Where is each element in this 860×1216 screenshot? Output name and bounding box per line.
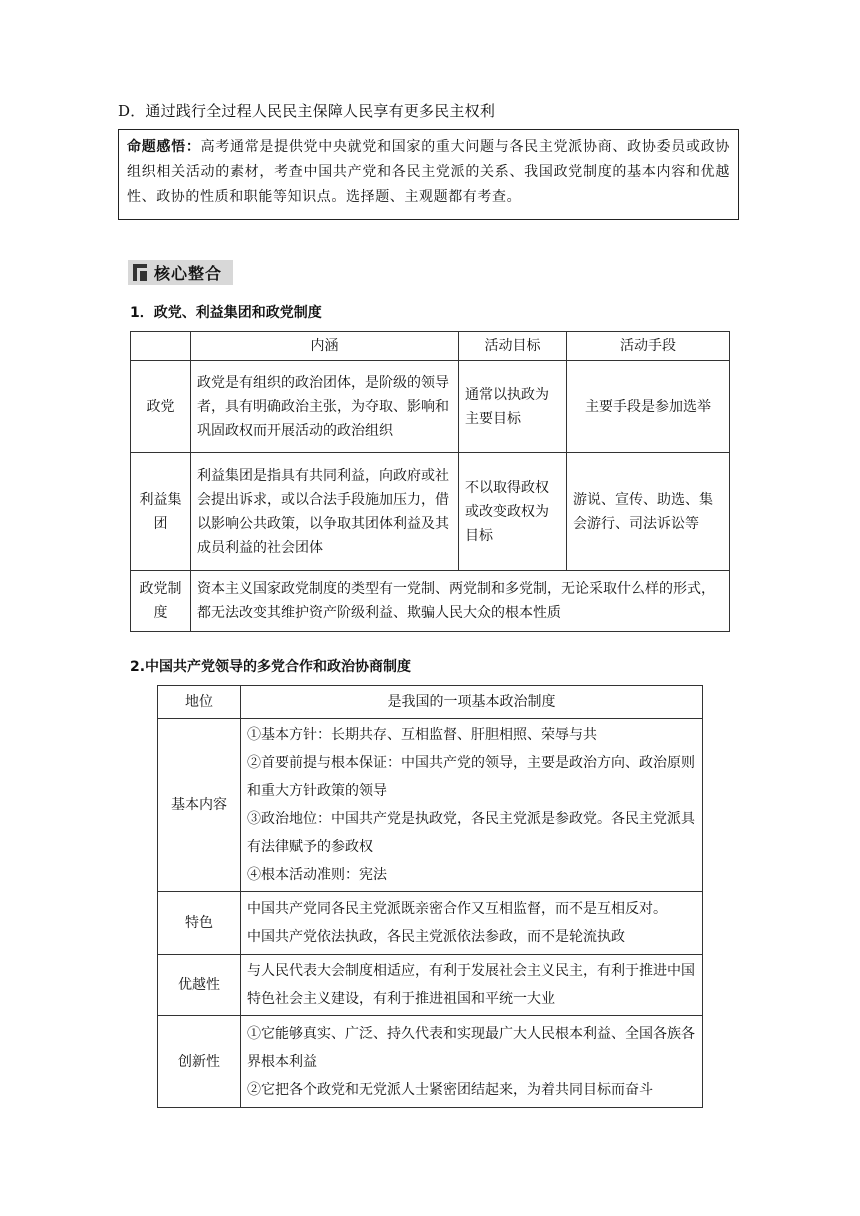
content-item: ①基本方针：长期共存、互相监督、肝胆相照、荣辱与共 (247, 727, 597, 743)
row-system-text: 资本主义国家政党制度的类型有一党制、两党制和多党制，无论采取什么样的形式，都无法改变其维护资产阶级利益、欺骗人民大众的根本性质 (191, 571, 730, 632)
table-row (158, 719, 703, 892)
row-means: 游说、宣传、助选、集会游行、司法诉讼等 (567, 453, 730, 571)
status-label: 地位 (158, 686, 241, 719)
table-row (131, 453, 730, 571)
row-goal: 通常以执政为主要目标 (459, 361, 567, 453)
section1-title: 1．政党、利益集团和政党制度 (130, 305, 322, 321)
row-label: 政党 (131, 361, 191, 453)
header-cell: 活动手段 (567, 332, 730, 361)
note-box (118, 129, 739, 220)
row-goal: 不以取得政权或改变政权为目标 (459, 453, 567, 571)
superiority-label: 优越性 (158, 955, 241, 1016)
option-d: D．通过践行全过程人民民主保障人民享有更多民主权利 (118, 102, 496, 120)
content-item: ②首要前提与根本保证：中国共产党的领导，主要是政治方向、政治原则和重大方针政策的领导 (247, 755, 695, 799)
table-header-row (131, 332, 730, 361)
cooperation-table (157, 685, 703, 1108)
note-label: 命题感悟： (127, 139, 201, 155)
row-label: 政党制度 (131, 571, 191, 632)
superiority-text: 与人民代表大会制度相适应，有利于发展社会主义民主，有利于推进中国特色社会主义建设，有利于推进祖国和平统一大业 (241, 955, 703, 1016)
feature-item: 中国共产党依法执政，各民主党派依法参政，而不是轮流执政 (247, 929, 625, 945)
party-table (130, 331, 730, 632)
status-value: 是我国的一项基本政治制度 (241, 686, 703, 719)
note-text: 高考通常是提供党中央就党和国家的重大问题与各民主党派协商、政协委员或政协组织相关活动的素材，考查中国共产党和各民主党派的关系、我国政党制度的基本内容和优越性、政协的性质和职能等知识点。选择题、主观题都有考查。 (127, 139, 731, 205)
innovation-item: ①它能够真实、广泛、持久代表和实现最广大人民根本利益、全国各族各界根本利益 (247, 1025, 695, 1070)
table-row (131, 361, 730, 453)
table-row (158, 892, 703, 955)
row-means: 主要手段是参加选举 (567, 361, 730, 453)
feature-label: 特色 (158, 892, 241, 955)
innovation-item: ②它把各个政党和无党派人士紧密团结起来，为着共同目标而奋斗 (247, 1081, 653, 1098)
table-row (131, 571, 730, 632)
table-row (158, 686, 703, 719)
innovation-label: 创新性 (158, 1016, 241, 1108)
content-label: 基本内容 (158, 719, 241, 892)
header-cell: 内涵 (191, 332, 459, 361)
header-cell (131, 332, 191, 361)
feature-item: 中国共产党同各民主党派既亲密合作又互相监督，而不是互相反对。 (247, 901, 667, 917)
section-heading (128, 260, 233, 285)
table-row (158, 1016, 703, 1108)
section-heading-text: 核心整合 (154, 264, 223, 283)
row-label: 利益集团 (131, 453, 191, 571)
header-cell: 活动目标 (459, 332, 567, 361)
content-item: ③政治地位：中国共产党是执政党，各民主党派是参政党。各民主党派具有法律赋予的参政权 (247, 811, 695, 855)
row-meaning: 利益集团是指具有共同利益，向政府或社会提出诉求，或以合法手段施加压力，借以影响公共政策，以争取其团体利益及其成员利益的社会团体 (191, 453, 459, 571)
table-row (158, 955, 703, 1016)
section-marker-icon (133, 264, 147, 281)
content-item: ④根本活动准则：宪法 (247, 867, 387, 883)
row-meaning: 政党是有组织的政治团体，是阶级的领导者，具有明确政治主张，为夺取、影响和巩固政权而开展活动的政治组织 (191, 361, 459, 453)
section2-title: 2.中国共产党领导的多党合作和政治协商制度 (130, 659, 412, 675)
